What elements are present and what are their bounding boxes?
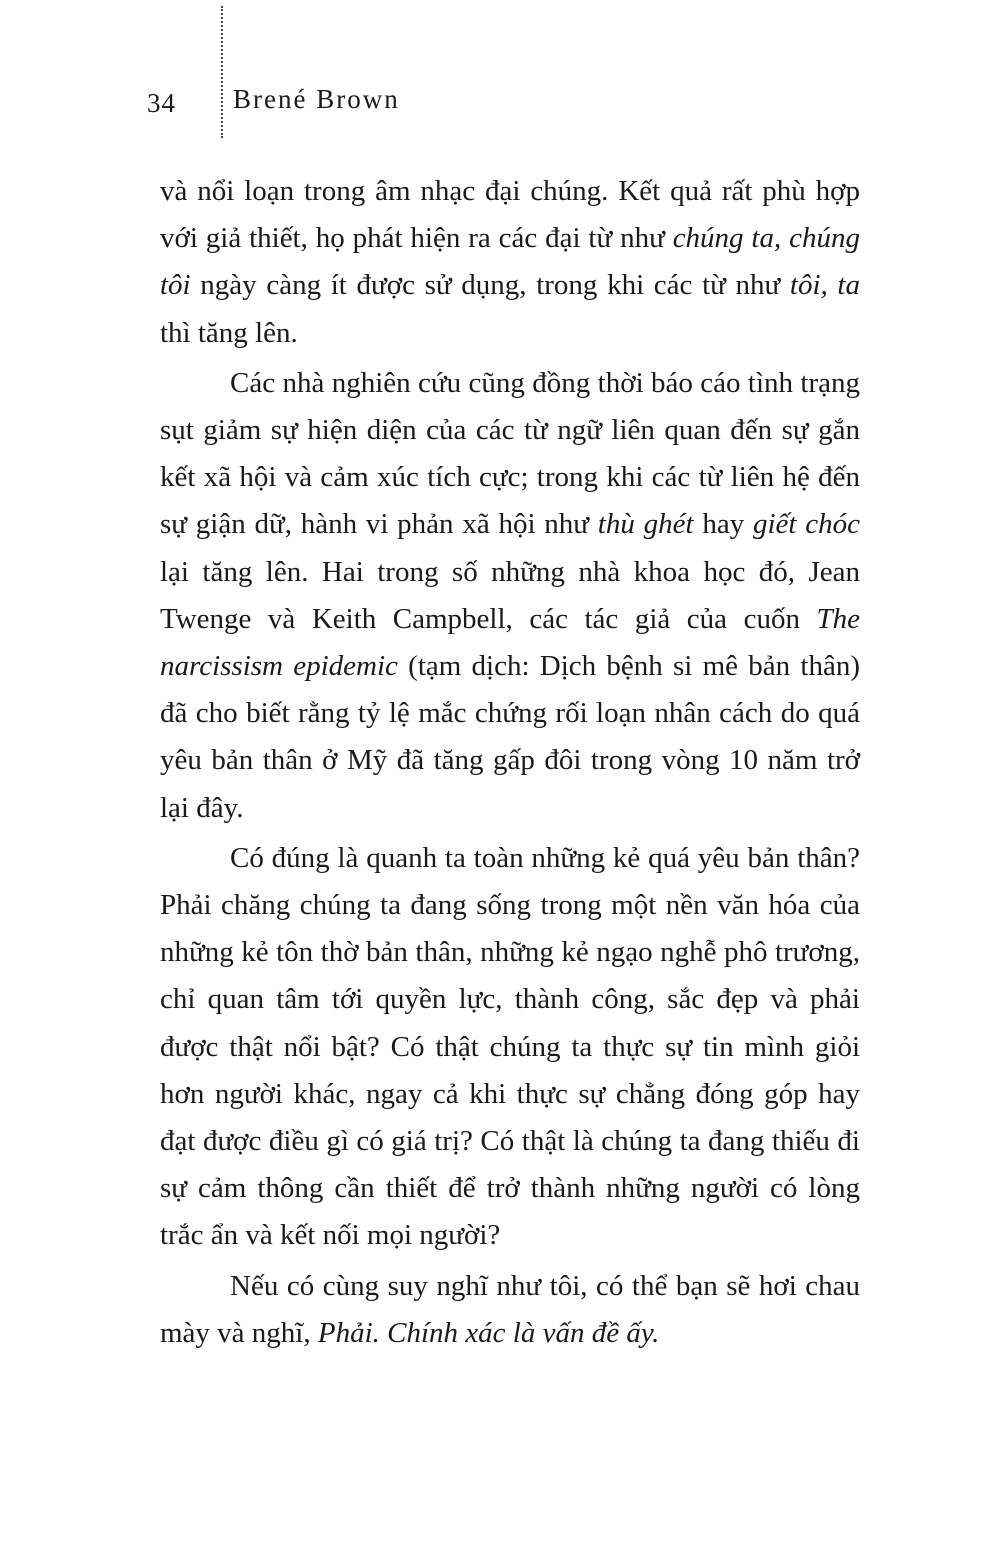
paragraph-1-text-e: thì tăng lên. (160, 316, 298, 349)
paragraph-2-text-c: hay (693, 508, 753, 541)
paragraph-4 (160, 1263, 860, 1357)
paragraph-3-text: Có đúng là quanh ta toàn những kẻ quá yêu bản thân? Phải chăng chúng ta đang sống trong một nền văn hóa của những kẻ tôn thờ bản thân, những kẻ ngạo nghễ phô trương, chỉ quan tâm tới quyền lực, thành công, sắc đẹp và phải được thật nổi bật? Có thật chúng ta thực sự tin mình giỏi hơn người khác, ngay cả khi thực sự chẳng đóng góp hay đạt được điều gì có giá trị? Có thật là chúng ta đang thiếu đi sự cảm thông cần thiết để trở thành những người có lòng trắc ẩn và kết nối mọi người? (160, 841, 860, 1252)
paragraph-2-text-e: lại tăng lên. Hai trong số những nhà khoa học đó, Jean Twenge và Keith Campbell, các tác giả của cuốn (160, 555, 860, 635)
paragraph-2-italic-b: thù ghét (597, 508, 694, 541)
paragraph-4-italic-b: Phải. Chính xác là vấn đề ấy. (317, 1316, 660, 1349)
paragraph-2-italic-d: giết chóc (752, 508, 860, 541)
paragraph-3 (160, 835, 860, 1260)
paragraph-4-text-a: Nếu có cùng suy nghĩ như tôi, có thể bạn sẽ hơi chau mày và nghĩ, (160, 1269, 860, 1349)
header-divider (221, 6, 223, 138)
paragraph-1-italic-b: chúng ta, chúng tôi (160, 222, 860, 302)
page-number: 34 (147, 88, 176, 118)
paragraph-2-text-g: (tạm dịch: Dịch bệnh si mê bản thân) đã cho biết rằng tỷ lệ mắc chứng rối loạn nhân cách do quá yêu bản thân ở Mỹ đã tăng gấp đôi trong vòng 10 năm trở lại đây. (160, 650, 860, 824)
paragraph-1 (160, 168, 860, 357)
paragraph-1-italic-d: tôi, ta (789, 269, 860, 302)
paragraph-1-text-c: ngày càng ít được sử dụng, trong khi các từ như (190, 269, 790, 302)
running-head-author: Brené Brown (233, 84, 400, 114)
page-header (143, 62, 543, 142)
paragraph-2-book-title: The narcissism epidemic (160, 602, 860, 683)
body-text (160, 168, 860, 1357)
paragraph-2 (160, 360, 860, 832)
paragraph-2-text-a: Các nhà nghiên cứu cũng đồng thời báo cáo tình trạng sụt giảm sự hiện diện của các từ ngữ liên quan đến sự gắn kết xã hội và cảm xúc tích cực; trong khi các từ liên hệ đến sự giận dữ, hành vi phản xã hội như (160, 366, 860, 541)
paragraph-1-text-a: và nổi loạn trong âm nhạc đại chúng. Kết quả rất phù hợp với giả thiết, họ phát hiện ra các đại từ như (160, 175, 860, 255)
